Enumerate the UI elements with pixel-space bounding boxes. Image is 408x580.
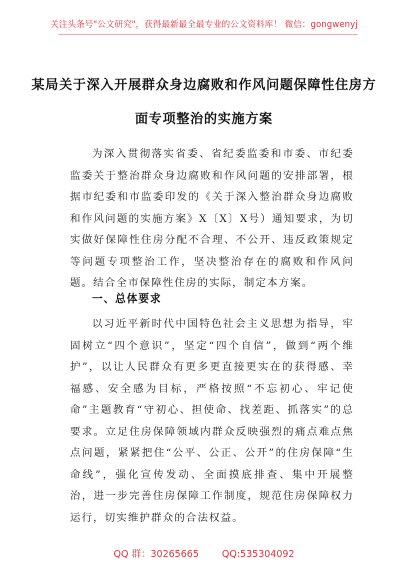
- header-notice: 关注头条号"公文研究"，获得最新最全最专业的公文资料库！ 微信：gongwenyj: [50, 20, 358, 30]
- document-title-line-2: 面专项整治的实施方案: [134, 112, 273, 127]
- section-heading-general-requirements: 一、总体要求: [92, 293, 162, 305]
- footer-qq-group: QQ 群：30265665: [113, 549, 199, 560]
- general-requirements-paragraph: 以习近平新时代中国特色社会主义思想为指导，牢固树立“四个意识”，坚定“四个自信”，做到“两个维护”，以让人民群众有更多更直接更实在的获得感、幸福感、安全感为目标，严格按照“不忘初心、牢记使命”主题教育“守初心、担使命、找差距、抓落实”的总要求。立足住房保障领域内群众反映强烈的痛点难点焦点问题，紧紧把住“公平、公正、公开”的住房保障“生命线”，强化宣传发动、全面摸底排查、集中开展整治，进一步完善住房保障工作制度，规范住房保障权力运行，切实维护群众的合法权益。: [70, 318, 354, 524]
- intro-paragraph: 为深入贯彻落实省委、省纪委监委和市委、市纪委监委关于整治群众身边腐败和作风问题的安排部署，根据市纪委和市监委印发的《关于深入整治群众身边腐败和作风问题的实施方案》X〔X〕X号）通知要求，为切实做好保障性住房分配不合理、不公开、违反政策规定等问题专项整治工作，坚决整治存在的腐败和作风问题。结合全市保障性住房的实际，制定本方案。: [70, 148, 354, 289]
- footer-qq-number: QQ:535304092: [221, 549, 295, 560]
- header-divider: [58, 34, 358, 35]
- footer-contact: [0, 546, 408, 560]
- document-title-line-1: 某局关于深入开展群众身边腐败和作风问题保障性住房方: [31, 78, 377, 93]
